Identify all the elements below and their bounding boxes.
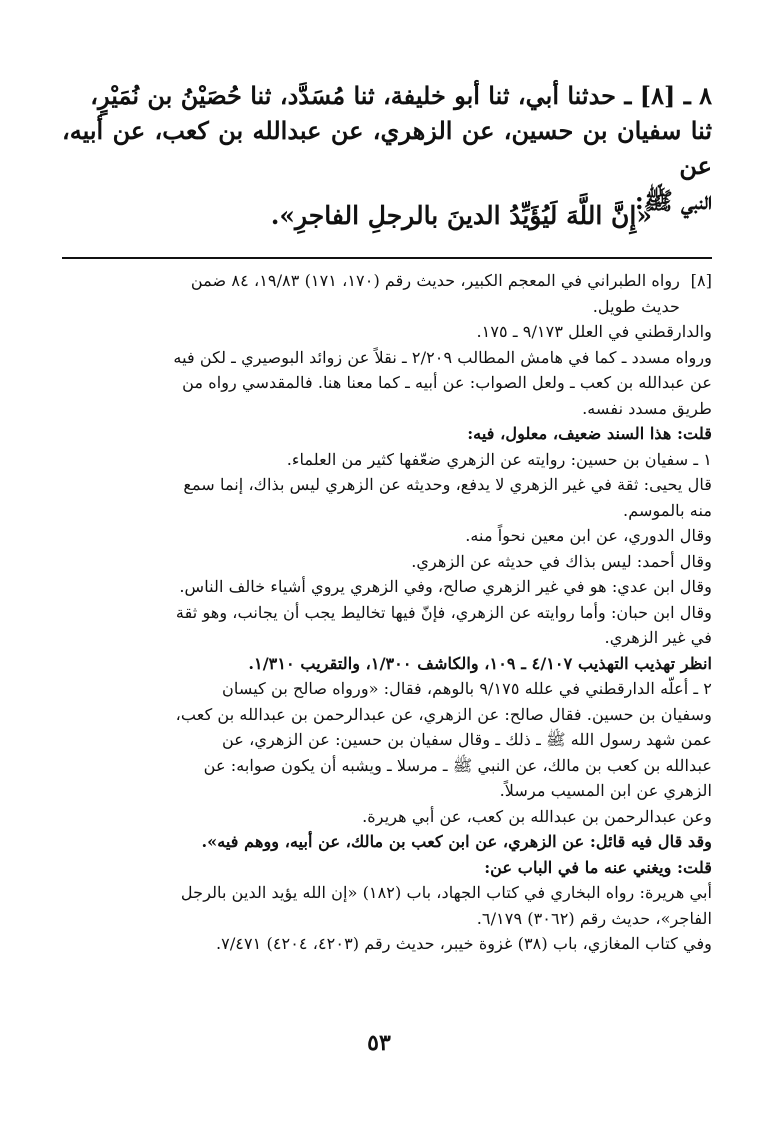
page-number: ٥٣: [367, 1030, 391, 1056]
footnote-line: وعن عبدالرحمن بن عبدالله بن كعب، عن أبي هريرة.: [362, 806, 712, 826]
footnote-line: قلت: هذا السند ضعيف، معلول، فيه:: [467, 424, 712, 443]
footnote-line: وقال ابن عدي: هو في غير الزهري صالح، وفي الزهري يروي أشياء خالف الناس.: [179, 577, 712, 596]
footnote-line: قال يحيى: ثقة في غير الزهري لا يدفع، وحديثه عن الزهري ليس بذاك، إنما سمع: [183, 475, 712, 494]
footnote-line: [٨] رواه الطبراني في المعجم الكبير، حديث رقم (١٧٠، ١٧١) ١٩/٨٣، ٨٤ ضمن: [62, 268, 712, 294]
footnote-line: في غير الزهري.: [604, 628, 712, 647]
footnote-line: انظر تهذيب التهذيب ٤/١٠٧ ـ ١٠٩، والكاشف ١/٣٠٠، والتقريب ١/٣١٠.: [248, 653, 712, 673]
footnote-line: وقال الدوري، عن ابن معين نحواً منه.: [465, 526, 712, 545]
footnote-line: وقال ابن حبان: وأما روايته عن الزهري، فإنّ فيها تخاليط يجب أن يجانب، وهو ثقة: [175, 602, 712, 622]
footnote-line: ٢ ـ أعلّه الدارقطني في علله ٩/١٧٥ بالوهم، فقال: «ورواه صالح بن كيسان: [222, 679, 712, 698]
isnad-line: ٨ ـ [٨] ـ حدثنا أبي، ثنا أبو خليفة، ثنا مُسَدَّد، ثنا حُصَيْنُ بن نُمَيْرٍ،: [90, 81, 712, 110]
footnote-line: ١ ـ سفيان بن حسين: روايته عن الزهري ضعّفها كثير من العلماء.: [286, 449, 712, 469]
footnote-line: طريق مسدد نفسه.: [582, 398, 712, 418]
footnote-line: عن عبدالله بن كعب ـ ولعل الصواب: عن أبيه ـ كما معنا هنا. فالمقدسي رواه من: [182, 373, 712, 392]
footnote-line: عمن شهد رسول الله ﷺ ـ ذلك ـ وقال سفيان بن حسين: عن الزهري، عن: [221, 730, 712, 749]
footnote-line: وقال أحمد: ليس بذاك في حديثه عن الزهري.: [411, 551, 712, 571]
footnote-line: قلت: ويغني عنه ما في الباب عن:: [484, 857, 712, 877]
footnote-line: ورواه مسدد ـ كما في هامش المطالب ٢/٢٠٩ ـ نقلاً عن زوائد البوصيري ـ لكن فيه: [173, 347, 712, 367]
footnote-line: عبدالله بن كعب بن مالك، عن النبي ﷺ ـ مرسلا ـ ويشبه أن يكون صوابه: عن: [203, 755, 712, 775]
isnad-line: النبي ﷺ:: [634, 186, 712, 215]
footnote-line: أبي هريرة: رواه البخاري في كتاب الجهاد، باب (١٨٢) «إن الله يؤيد الدين بالرجل: [180, 883, 712, 902]
footnotes: [62, 268, 712, 957]
footnote-line: الفاجر»، حديث رقم (٣٠٦٢) ٦/١٧٩.: [476, 908, 712, 928]
footnote-tag: [٨]: [690, 271, 712, 290]
hadith-isnad: [62, 78, 712, 218]
footnote-line: الزهري عن ابن المسيب مرسلاً.: [499, 781, 712, 800]
footnote-line: وسفيان بن حسين. فقال صالح: عن الزهري، عن عبدالرحمن بن عبدالله بن كعب،: [175, 704, 712, 724]
hadith-text: «إِنَّ اللَّهَ لَيُؤَيِّدُ الدينَ بالرجلِ الفاجرِ».: [270, 201, 652, 230]
footnote-line: وفي كتاب المغازي، باب (٣٨) غزوة خيبر، حديث رقم (٤٢٠٣، ٤٢٠٤) ٧/٤٧١.: [215, 934, 712, 953]
footnote-line: وقد قال فيه قائل: عن الزهري، عن ابن كعب بن مالك، عن أبيه، ووهم فيه».: [201, 832, 712, 851]
footnote-line: منه بالموسم.: [623, 500, 712, 520]
isnad-line: ثنا سفيان بن حسين، عن الزهري، عن عبدالله بن كعب، عن أبيه، عن: [62, 116, 712, 180]
footnote-line: حديث طويل.: [592, 296, 680, 316]
footnote-divider: [62, 257, 712, 259]
footnote-line: والدارقطني في العلل ٩/١٧٣ ـ ١٧٥.: [476, 322, 712, 341]
